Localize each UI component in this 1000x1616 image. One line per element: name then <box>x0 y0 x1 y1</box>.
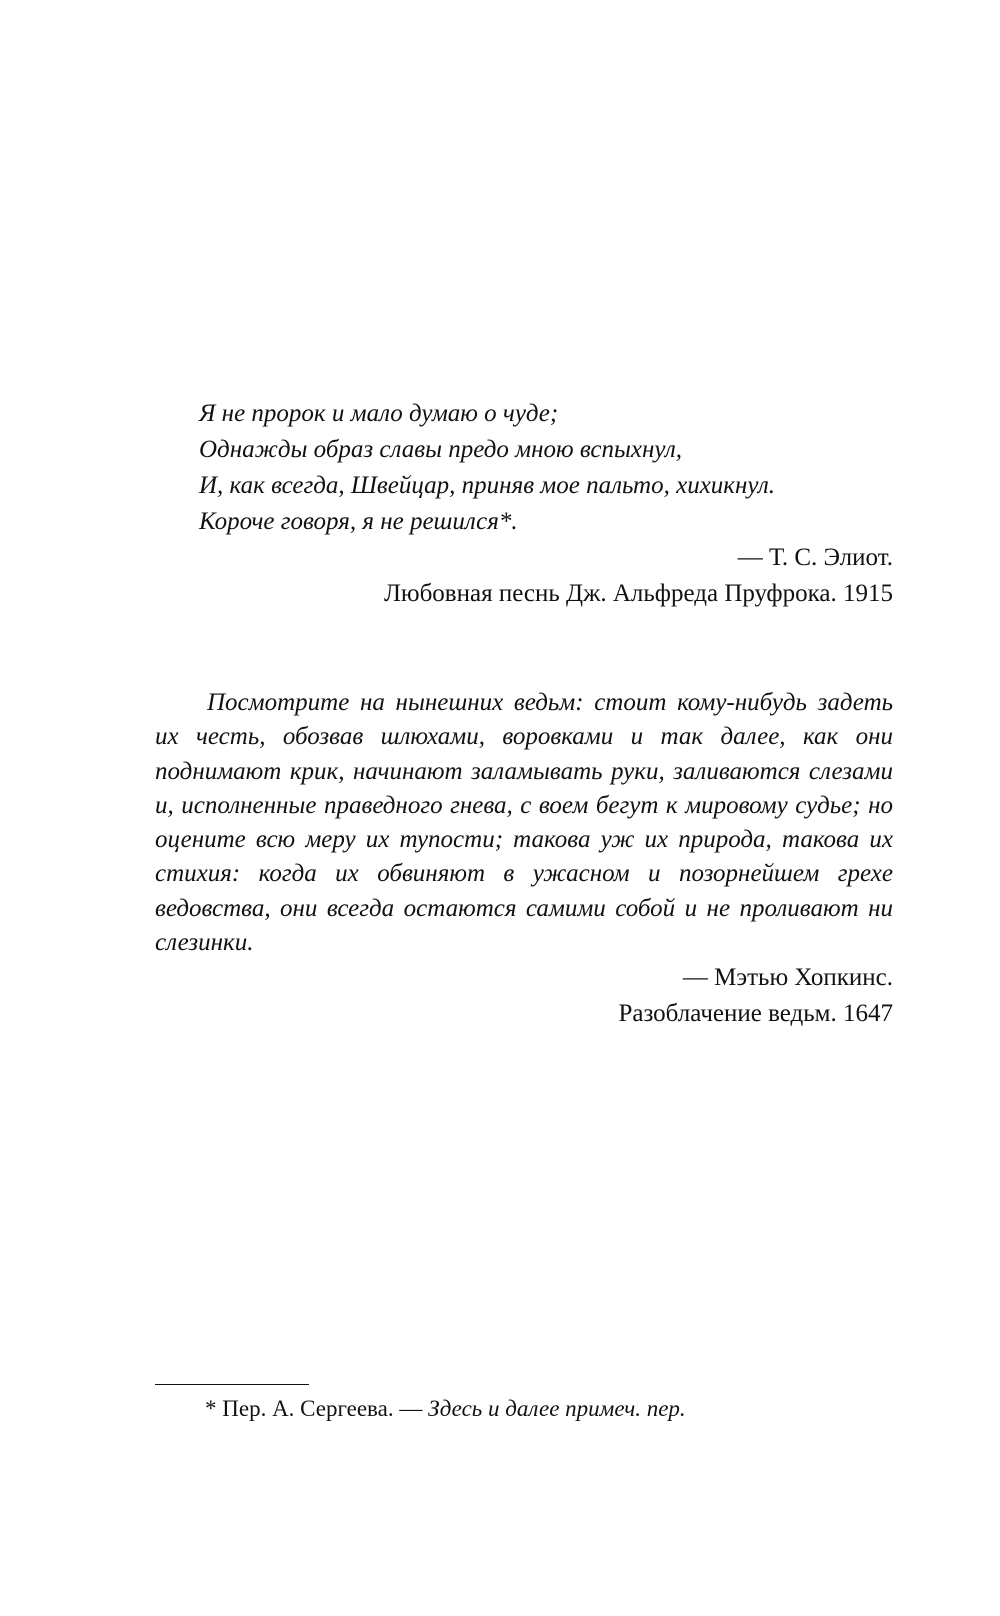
footnote-note: Здесь и далее примеч. пер. <box>428 1396 686 1421</box>
epigraph-author: — Т. С. Элиот. <box>737 544 893 571</box>
epigraph-source: Любовная песнь Дж. Альфреда Пруфрока. 1915 <box>383 580 893 607</box>
footnote-divider <box>155 1384 309 1385</box>
footnote-credit: * Пер. А. Сергеева. — <box>205 1396 429 1421</box>
epigraph-eliot <box>155 396 893 612</box>
epigraph-hopkins <box>155 686 893 1032</box>
epigraph-author: — Мэтью Хопкинс. <box>682 964 893 992</box>
footnote <box>205 1393 686 1425</box>
verse-line: Однажды образ славы предо мною вспыхнул, <box>199 436 682 463</box>
epigraph-quote: Посмотрите на нынешних ведьм: стоит кому-нибудь задеть их честь, обозвав шлюхами, воровками и так далее, как они поднимают крик, начинают заламывать руки, заливаются слезами и, исполненные праведного гнева, с воем бегут к мировому судье; но оцените всю меру их тупости; такова уж их природа, такова их стихия: когда их обвиняют в ужасном и позорнейшем грехе ведовства, они всегда остаются самими собой и не проливают ни слезинки. <box>155 689 893 957</box>
epigraph-source: Разоблачение ведьм. 1647 <box>618 1000 893 1028</box>
verse-line: Я не пророк и мало думаю о чуде; <box>199 400 559 427</box>
verse-line: И, как всегда, Швейцар, приняв мое пальто, хихикнул. <box>199 472 775 499</box>
verse-line: Короче говоря, я не решился*. <box>199 508 518 535</box>
